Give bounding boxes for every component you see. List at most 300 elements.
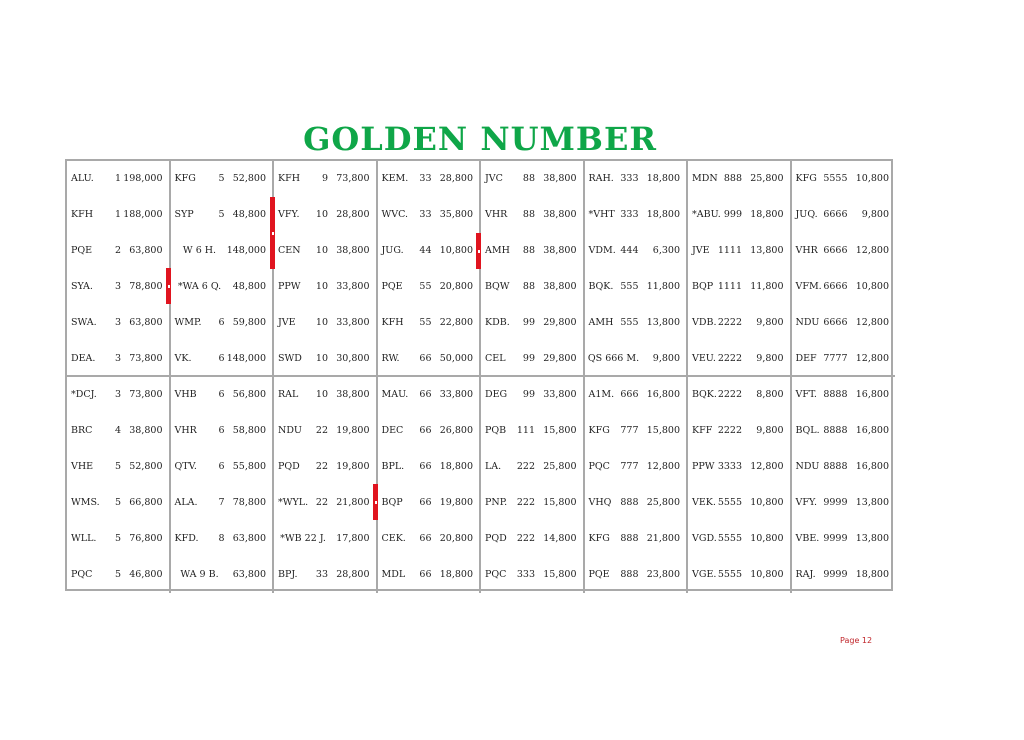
plate-code: DEC — [381, 425, 404, 436]
plate-code: DEG — [485, 389, 508, 400]
plate-code: WLL. — [71, 533, 97, 544]
price: 19,800 — [336, 461, 370, 472]
plate-code: PQE — [381, 281, 403, 292]
plate-number: 666 — [620, 389, 639, 400]
price: 148,000 — [226, 245, 266, 256]
table-row — [274, 197, 376, 233]
table-row — [274, 305, 376, 341]
table-row — [67, 197, 169, 233]
plate-number: 111 — [516, 425, 535, 436]
price: 10,800 — [855, 281, 889, 292]
price: 18,800 — [439, 569, 473, 580]
plate-number: 88 — [522, 209, 535, 220]
plate-number: 5555 — [717, 533, 742, 544]
plate-code: WMP. — [174, 317, 202, 328]
plate-number: 9999 — [823, 533, 848, 544]
plate-number: 6 — [218, 461, 225, 472]
plate-code: BQL. — [795, 425, 820, 436]
plate-number: 7 — [218, 497, 225, 508]
table-row — [171, 305, 273, 341]
price: 15,800 — [543, 497, 577, 508]
table-row — [274, 377, 376, 413]
price: 11,800 — [646, 281, 680, 292]
table-row — [274, 485, 376, 521]
table-row — [378, 521, 480, 557]
table-row — [792, 557, 896, 593]
table-row — [481, 305, 583, 341]
price: 13,800 — [750, 245, 784, 256]
plate-number: 88 — [522, 245, 535, 256]
plate-number: 66 — [419, 533, 432, 544]
table-block — [481, 377, 585, 593]
price: 46,800 — [129, 569, 163, 580]
table-row — [481, 557, 583, 593]
table-row — [274, 413, 376, 449]
price: 78,800 — [129, 281, 163, 292]
table-row — [67, 377, 169, 413]
price: 10,800 — [750, 497, 784, 508]
plate-number: 333 — [620, 209, 639, 220]
table-row — [171, 449, 273, 485]
price: 28,800 — [336, 569, 370, 580]
plate-number: 66 — [419, 425, 432, 436]
plate-number: 66 — [419, 569, 432, 580]
plate-number: 3 — [114, 281, 121, 292]
plate-number: 444 — [620, 245, 639, 256]
plate-code: KFH — [381, 317, 404, 328]
price: 38,800 — [543, 173, 577, 184]
plate-number: 3 — [114, 389, 121, 400]
table-row — [792, 485, 896, 521]
table-row — [585, 485, 687, 521]
table-row — [688, 197, 790, 233]
table-block — [688, 161, 792, 377]
price: 18,800 — [646, 209, 680, 220]
table-row — [378, 197, 480, 233]
plate-code: JVE — [692, 245, 710, 256]
plate-code: VGD. — [692, 533, 717, 544]
plate-number: 10 — [315, 353, 328, 364]
plate-code: SYA. — [71, 281, 93, 292]
table-row — [378, 557, 480, 593]
table-row — [378, 269, 480, 305]
plate-number: 3 — [114, 353, 121, 364]
table-row — [481, 233, 583, 269]
table-row — [585, 197, 687, 233]
price: 29,800 — [543, 353, 577, 364]
plate-code: BPJ. — [278, 569, 298, 580]
table-row — [378, 485, 480, 521]
plate-code: VHR — [795, 245, 818, 256]
plate-number: 33 — [419, 173, 432, 184]
table-row — [481, 413, 583, 449]
table-row — [171, 233, 273, 269]
price: 8,800 — [756, 389, 784, 400]
price: 63,800 — [129, 317, 163, 328]
table-row — [171, 413, 273, 449]
plate-number: 222 — [516, 497, 535, 508]
table-block — [171, 161, 275, 377]
table-row — [171, 521, 273, 557]
plate-code: BQP — [381, 497, 403, 508]
plate-code: VFY. — [278, 209, 300, 220]
plate-number: 10 — [315, 209, 328, 220]
plate-number: 6 — [218, 389, 225, 400]
table-row — [481, 449, 583, 485]
table-row — [688, 269, 790, 305]
table-block — [792, 377, 896, 593]
price: 14,800 — [543, 533, 577, 544]
plate-number: 888 — [620, 533, 639, 544]
plate-code: BQK. — [692, 389, 717, 400]
plate-number: 777 — [620, 425, 639, 436]
plate-number: 22 — [315, 461, 328, 472]
plate-code: DEA. — [71, 353, 96, 364]
plate-number: 66 — [419, 461, 432, 472]
plate-number: 2222 — [717, 317, 742, 328]
table-row — [585, 161, 687, 197]
price: 9,800 — [756, 317, 784, 328]
price: 11,800 — [750, 281, 784, 292]
price: 9,800 — [861, 209, 889, 220]
plate-code: VHR — [174, 425, 197, 436]
table-row — [274, 557, 376, 593]
plate-code: VHR — [485, 209, 508, 220]
price: 12,800 — [855, 317, 889, 328]
plate-number: 44 — [419, 245, 432, 256]
plate-code: KFG — [174, 173, 196, 184]
price: 16,800 — [855, 425, 889, 436]
price: 198,000 — [123, 173, 163, 184]
price: 52,800 — [129, 461, 163, 472]
price: 16,800 — [646, 389, 680, 400]
plate-number: 333 — [620, 173, 639, 184]
table-row — [481, 197, 583, 233]
plate-code: QS 666 M. — [587, 353, 640, 364]
table-row — [585, 341, 687, 377]
plate-code: VEK. — [692, 497, 716, 508]
plate-number: 99 — [522, 353, 535, 364]
price: 63,800 — [232, 533, 266, 544]
price: 17,800 — [336, 533, 370, 544]
price: 18,800 — [855, 569, 889, 580]
plate-code: *WB 22 J. — [280, 533, 326, 544]
plate-number: 9 — [321, 173, 328, 184]
plate-number: 555 — [620, 317, 639, 328]
plate-code: KFH — [71, 209, 93, 220]
plate-number: 8 — [218, 533, 225, 544]
table-row — [585, 449, 687, 485]
plate-number: 6 — [218, 353, 225, 364]
plate-number: 99 — [522, 317, 535, 328]
plate-number: 99 — [522, 389, 535, 400]
highlight-marker — [166, 268, 171, 304]
plate-code: VDB. — [692, 317, 717, 328]
plate-code: *WA 6 Q. — [177, 281, 222, 292]
table-row — [792, 233, 896, 269]
table-row — [585, 521, 687, 557]
plate-code: SWA. — [71, 317, 97, 328]
price: 52,800 — [232, 173, 266, 184]
price: 73,800 — [129, 389, 163, 400]
price: 13,800 — [855, 497, 889, 508]
plate-code: *DCJ. — [71, 389, 97, 400]
plate-number: 1111 — [717, 281, 742, 292]
highlight-marker — [476, 233, 481, 269]
plate-number: 88 — [522, 173, 535, 184]
plate-number: 5 — [114, 461, 121, 472]
price: 10,800 — [855, 173, 889, 184]
table-row — [274, 269, 376, 305]
plate-number: 66 — [419, 389, 432, 400]
plate-code: RAH. — [588, 173, 614, 184]
table-block — [378, 161, 482, 377]
table-row — [585, 305, 687, 341]
table-row — [792, 269, 896, 305]
table-row — [688, 521, 790, 557]
price: 10,800 — [750, 569, 784, 580]
table-block — [688, 377, 792, 593]
plate-number: 1111 — [717, 245, 742, 256]
plate-number: 22 — [315, 425, 328, 436]
plate-code: PQE — [71, 245, 93, 256]
price: 55,800 — [232, 461, 266, 472]
plate-number: 5 — [218, 173, 225, 184]
price: 10,800 — [439, 245, 473, 256]
plate-code: RAJ. — [795, 569, 816, 580]
plate-number: 999 — [723, 209, 742, 220]
price: 59,800 — [232, 317, 266, 328]
price: 10,800 — [750, 533, 784, 544]
table-row — [171, 485, 273, 521]
price: 18,800 — [646, 173, 680, 184]
plate-number: 1 — [114, 173, 121, 184]
number-price-table — [65, 159, 893, 591]
plate-code: RW. — [381, 353, 400, 364]
price: 148,000 — [226, 353, 266, 364]
table-row — [792, 341, 896, 377]
plate-code: PQD — [485, 533, 507, 544]
table-row — [481, 521, 583, 557]
table-row — [585, 269, 687, 305]
plate-code: WVC. — [381, 209, 409, 220]
table-row — [274, 449, 376, 485]
price: 33,800 — [439, 389, 473, 400]
plate-number: 5 — [114, 533, 121, 544]
price: 12,800 — [750, 461, 784, 472]
plate-number: 55 — [419, 281, 432, 292]
price: 22,800 — [439, 317, 473, 328]
plate-number: 2222 — [717, 353, 742, 364]
table-row — [378, 341, 480, 377]
plate-code: PQC — [588, 461, 610, 472]
plate-code: KDB. — [485, 317, 510, 328]
plate-number: 5 — [114, 569, 121, 580]
table-row — [67, 413, 169, 449]
price: 16,800 — [855, 389, 889, 400]
table-row — [688, 305, 790, 341]
table-row — [67, 161, 169, 197]
price: 66,800 — [129, 497, 163, 508]
plate-code: PQE — [588, 569, 610, 580]
table-row — [171, 197, 273, 233]
plate-code: ALA. — [174, 497, 198, 508]
table-row — [67, 269, 169, 305]
plate-code: VEU. — [692, 353, 716, 364]
page-title: GOLDEN NUMBER — [303, 120, 657, 158]
table-row — [688, 161, 790, 197]
plate-code: NDU — [795, 317, 820, 328]
plate-number: 6666 — [823, 281, 848, 292]
table-row — [481, 269, 583, 305]
price: 38,800 — [129, 425, 163, 436]
plate-code: JUQ. — [795, 209, 818, 220]
plate-number: 55 — [419, 317, 432, 328]
plate-number: 10 — [315, 245, 328, 256]
plate-code: PNP. — [485, 497, 508, 508]
price: 48,800 — [232, 281, 266, 292]
price: 9,800 — [652, 353, 680, 364]
plate-number: 5 — [114, 497, 121, 508]
plate-number: 10 — [315, 281, 328, 292]
price: 12,800 — [855, 245, 889, 256]
plate-number: 66 — [419, 353, 432, 364]
table-row — [67, 557, 169, 593]
price: 12,800 — [646, 461, 680, 472]
plate-code: SYP — [174, 209, 194, 220]
plate-code: AMH — [588, 317, 614, 328]
table-row — [688, 557, 790, 593]
table-row — [585, 233, 687, 269]
plate-code: MDL — [381, 569, 406, 580]
price: 13,800 — [646, 317, 680, 328]
table-row — [67, 485, 169, 521]
plate-code: VDM. — [588, 245, 616, 256]
table-row — [67, 305, 169, 341]
table-row — [274, 341, 376, 377]
plate-code: BRC — [71, 425, 93, 436]
table-block — [481, 161, 585, 377]
plate-code: RAL — [278, 389, 299, 400]
price: 63,800 — [129, 245, 163, 256]
highlight-marker — [373, 484, 378, 520]
plate-number: 222 — [516, 533, 535, 544]
plate-code: ALU. — [71, 173, 94, 184]
table-row — [688, 413, 790, 449]
plate-number: 555 — [620, 281, 639, 292]
table-row — [585, 557, 687, 593]
table-row — [274, 233, 376, 269]
plate-number: 33 — [315, 569, 328, 580]
table-block — [171, 377, 275, 593]
plate-code: VFY. — [795, 497, 818, 508]
plate-code: KFF — [692, 425, 713, 436]
plate-number: 2222 — [717, 389, 742, 400]
price: 38,800 — [543, 209, 577, 220]
plate-code: VHE — [71, 461, 94, 472]
plate-number: 888 — [620, 569, 639, 580]
table-block — [274, 377, 378, 593]
table-row — [378, 413, 480, 449]
plate-number: 2 — [114, 245, 121, 256]
table-row — [171, 341, 273, 377]
table-row — [378, 377, 480, 413]
plate-number: 888 — [620, 497, 639, 508]
plate-code: CEN — [278, 245, 301, 256]
plate-code: AMH — [485, 245, 510, 256]
price: 28,800 — [336, 209, 370, 220]
price: 33,800 — [336, 317, 370, 328]
price: 73,800 — [129, 353, 163, 364]
plate-code: JUG. — [381, 245, 404, 256]
plate-code: WA 9 B. — [180, 569, 219, 580]
table-row — [481, 485, 583, 521]
price: 56,800 — [232, 389, 266, 400]
plate-code: NDU — [278, 425, 302, 436]
plate-number: 3333 — [717, 461, 742, 472]
table-row — [274, 161, 376, 197]
price: 13,800 — [855, 533, 889, 544]
table-block — [274, 161, 378, 377]
plate-code: PQB — [485, 425, 507, 436]
page-number: Page 12 — [840, 636, 873, 645]
plate-code: QTV. — [174, 461, 197, 472]
price: 38,800 — [336, 245, 370, 256]
plate-number: 10 — [315, 317, 328, 328]
table-row — [171, 269, 273, 305]
price: 58,800 — [232, 425, 266, 436]
plate-code: CEL — [485, 353, 506, 364]
plate-code: WMS. — [71, 497, 100, 508]
plate-code: BQW — [485, 281, 510, 292]
table-row — [378, 449, 480, 485]
plate-number: 10 — [315, 389, 328, 400]
plate-number: 5 — [218, 209, 225, 220]
plate-code: *WYL. — [278, 497, 309, 508]
table-block — [378, 377, 482, 593]
table-row — [481, 161, 583, 197]
price: 188,000 — [123, 209, 163, 220]
table-row — [792, 449, 896, 485]
price: 16,800 — [855, 461, 889, 472]
price: 12,800 — [855, 353, 889, 364]
table-row — [378, 233, 480, 269]
plate-code: PQC — [71, 569, 93, 580]
table-row — [171, 161, 273, 197]
plate-number: 5555 — [717, 569, 742, 580]
plate-number: 6666 — [823, 317, 848, 328]
table-row — [688, 341, 790, 377]
table-row — [792, 161, 896, 197]
plate-code: W 6 H. — [182, 245, 217, 256]
plate-code: VFM. — [795, 281, 822, 292]
plate-code: PPW — [278, 281, 301, 292]
price: 38,800 — [543, 281, 577, 292]
price: 63,800 — [232, 569, 266, 580]
plate-number: 6 — [218, 317, 225, 328]
table-row — [67, 233, 169, 269]
price: 19,800 — [336, 425, 370, 436]
plate-number: 8888 — [823, 461, 848, 472]
table-row — [585, 377, 687, 413]
plate-number: 5555 — [717, 497, 742, 508]
highlight-marker — [270, 197, 275, 269]
table-row — [792, 377, 896, 413]
plate-number: 333 — [516, 569, 535, 580]
price: 25,800 — [646, 497, 680, 508]
table-block — [67, 377, 171, 593]
table-row — [688, 377, 790, 413]
